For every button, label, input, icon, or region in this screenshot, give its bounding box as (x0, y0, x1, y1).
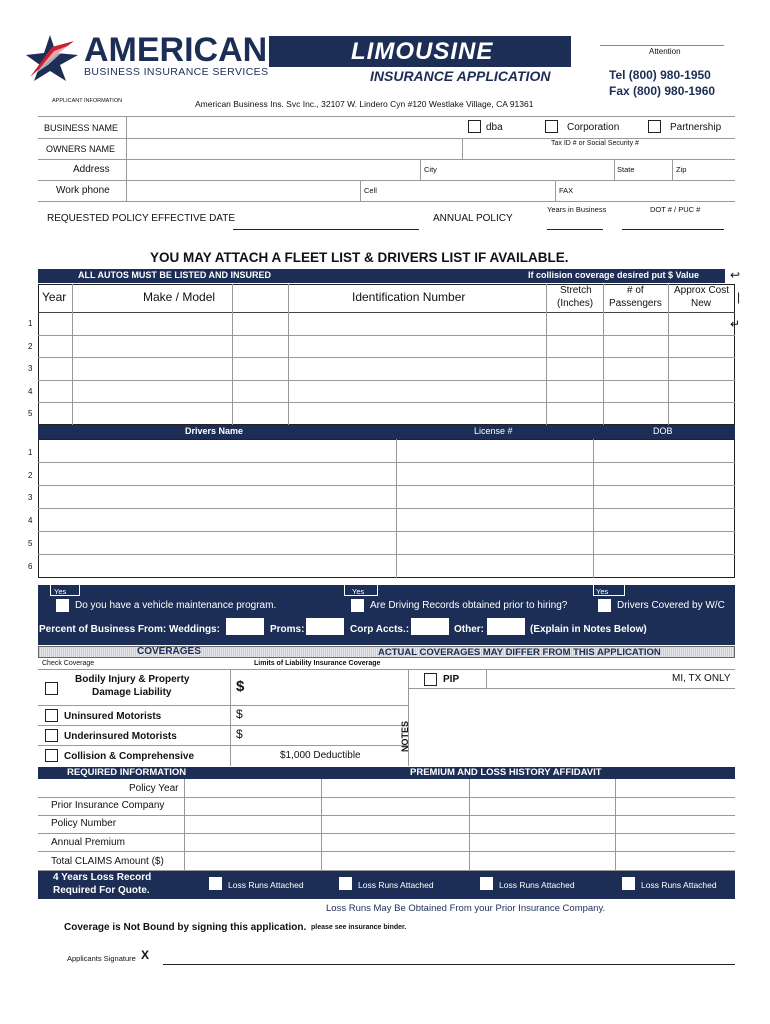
return-arrow-icon: ↵ (730, 317, 741, 331)
partnership-checkbox[interactable] (648, 120, 661, 133)
passengers-header: Passengers (609, 298, 662, 309)
state-label: State (617, 165, 635, 174)
attention-line (600, 45, 724, 46)
driver-row-number: 3 (28, 493, 33, 502)
driving-records-checkbox[interactable] (351, 599, 364, 612)
signature-x: X (141, 948, 150, 962)
other-input[interactable] (487, 618, 525, 635)
drivers-covered-question: Drivers Covered by W/C (617, 600, 725, 611)
yes-label: Yes (54, 587, 67, 596)
loss-runs-label-3: Loss Runs Attached (499, 880, 575, 890)
loss-runs-checkbox-1[interactable] (209, 877, 222, 890)
logo (26, 31, 269, 81)
loss-runs-bar: 4 Years Loss Record Required For Quote. (38, 871, 735, 899)
num-of-header: # of (627, 285, 644, 296)
make-model-header: Make / Model (143, 290, 216, 304)
logo-subtitle: BUSINESS INSURANCE SERVICES (84, 66, 269, 78)
attention-label: Attention (649, 47, 681, 56)
vehicle-row-number: 2 (28, 342, 33, 351)
collision-label: Collision & Comprehensive (64, 751, 195, 762)
loss-runs-checkbox-4[interactable] (622, 877, 635, 890)
years-in-business-label: Years in Business (547, 205, 607, 214)
dot-puc-line[interactable] (622, 229, 724, 230)
yes-label: Yes (352, 587, 365, 596)
zip-label: Zip (676, 165, 687, 174)
policy-number-label: Policy Number (51, 818, 117, 829)
underinsured-label: Underinsured Motorists (64, 731, 177, 742)
proms-input[interactable] (306, 618, 344, 635)
annual-policy-label: ANNUAL POLICY (433, 213, 513, 224)
fleet-heading: YOU MAY ATTACH A FLEET LIST & DRIVERS LIST IF AVAILABLE. (150, 250, 569, 265)
logo-star-icon (26, 33, 82, 81)
signature-line[interactable] (163, 964, 735, 965)
vehicle-row-number: 5 (28, 409, 33, 418)
signature-label: Applicants Signature (67, 954, 136, 963)
stretch-header: Stretch (560, 285, 592, 296)
maintenance-question: Do you have a vehicle maintenance program. (75, 600, 277, 611)
year-header: Year (42, 290, 67, 304)
proms-label: Proms: (270, 624, 305, 635)
approx-cost-header: Approx Cost (674, 285, 730, 296)
underinsured-checkbox[interactable] (45, 729, 58, 742)
vehicle-row-number: 3 (28, 364, 33, 373)
loss-runs-label-1: Loss Runs Attached (228, 880, 304, 890)
uninsured-dollar-sign: $ (236, 707, 243, 721)
loss-runs-note: Loss Runs May Be Obtained From your Prior Insurance Company. (326, 903, 606, 914)
fax-label: FAX (559, 186, 574, 195)
drivers-covered-checkbox[interactable] (598, 599, 611, 612)
work-phone-label: Work phone (56, 185, 110, 196)
effective-date-label: REQUESTED POLICY EFFECTIVE DATE (47, 213, 235, 224)
total-claims-label: Total CLAIMS Amount ($) (51, 856, 164, 867)
corporation-checkbox[interactable] (545, 120, 558, 133)
dba-checkbox[interactable] (468, 120, 481, 133)
corporation-label: Corporation (567, 122, 620, 133)
partnership-label: Partnership (670, 122, 722, 133)
company-address: American Business Ins. Svc Inc., 32107 W. Lindero Cyn #120 Westlake Village, CA 91361 (195, 99, 534, 109)
underinsured-dollar-sign: $ (236, 727, 243, 741)
notes-label: NOTES (400, 720, 410, 752)
owners-name-label: OWNERS NAME (46, 144, 116, 154)
years-in-business-line[interactable] (547, 229, 603, 230)
required-header-bar: REQUIRED INFORMATION PREMIUM AND LOSS HISTORY AFFIDAVIT (38, 767, 735, 779)
limousine-banner: LIMOUSINE (269, 36, 571, 67)
vehicle-row-number: 4 (28, 387, 33, 396)
drivers-header-bar: Drivers Name License # DOB (38, 425, 735, 439)
yes-label: Yes (596, 587, 609, 596)
deductible-label: $1,000 Deductible (280, 750, 361, 761)
corp-accts-label: Corp Accts.: (350, 624, 410, 635)
bodily-injury-label-2: Damage Liability (92, 687, 172, 698)
bi-dollar-sign: $ (236, 678, 245, 695)
cursor-mark: | (737, 290, 741, 304)
city-label: City (424, 165, 437, 174)
loss-runs-label-4: Loss Runs Attached (641, 880, 717, 890)
loss-runs-checkbox-2[interactable] (339, 877, 352, 890)
percent-weddings-label: Percent of Business From: Weddings: (39, 624, 220, 635)
coverages-heading: COVERAGES (137, 646, 201, 657)
collision-checkbox[interactable] (45, 749, 58, 762)
questions-panel (38, 585, 735, 645)
policy-year-label: Policy Year (129, 783, 179, 794)
vehicle-row-number: 1 (28, 319, 33, 328)
inches-header: (Inches) (557, 298, 594, 309)
autos-header-bar: ALL AUTOS MUST BE LISTED AND INSURED If collision coverage desired put $ Value (38, 269, 725, 283)
uninsured-checkbox[interactable] (45, 709, 58, 722)
return-arrow-icon: ↩ (730, 268, 741, 282)
actual-coverages-note: ACTUAL COVERAGES MAY DIFFER FROM THIS APPLICATION (378, 647, 661, 658)
driving-records-question: Are Driving Records obtained prior to hiring? (370, 600, 568, 611)
business-name-label: BUSINESS NAME (44, 123, 119, 133)
driver-row-number: 1 (28, 448, 33, 457)
not-bound-note: Coverage is Not Bound by signing this application. (64, 922, 307, 933)
check-coverage-label: Check Coverage (42, 660, 95, 667)
bodily-injury-label-1: Bodily Injury & Property (75, 674, 190, 685)
cell-label: Cell (364, 186, 377, 195)
bodily-injury-checkbox[interactable] (45, 682, 58, 695)
pip-checkbox[interactable] (424, 673, 437, 686)
maintenance-checkbox[interactable] (56, 599, 69, 612)
mi-tx-only-label: MI, TX ONLY (672, 673, 731, 684)
dot-puc-label: DOT # / PUC # (650, 205, 701, 214)
prior-company-label: Prior Insurance Company (51, 800, 165, 811)
fax-number: Fax (800) 980-1960 (609, 84, 716, 98)
address-label: Address (73, 164, 110, 175)
driver-row-number: 4 (28, 516, 33, 525)
annual-premium-label: Annual Premium (51, 837, 125, 848)
effective-date-line[interactable] (233, 229, 419, 230)
dba-label: dba (486, 122, 503, 133)
new-header: New (691, 298, 712, 309)
applicant-info-label: APPLICANT INFORMATION (52, 98, 123, 104)
explain-note: (Explain in Notes Below) (530, 624, 647, 635)
loss-runs-checkbox-3[interactable] (480, 877, 493, 890)
driver-row-number: 5 (28, 539, 33, 548)
uninsured-label: Uninsured Motorists (64, 711, 162, 722)
vin-header: Identification Number (352, 290, 466, 304)
driver-row-number: 6 (28, 562, 33, 571)
other-label: Other: (454, 624, 484, 635)
binder-note: please see insurance binder. (311, 924, 407, 931)
tel-number: Tel (800) 980-1950 (609, 68, 711, 82)
driver-row-number: 2 (28, 471, 33, 480)
tax-id-label: Tax ID # or Social Security # (551, 140, 639, 147)
loss-runs-label-2: Loss Runs Attached (358, 880, 434, 890)
pip-label: PIP (443, 674, 460, 685)
corp-accts-input[interactable] (411, 618, 449, 635)
limits-label: Limits of Liability Insurance Coverage (254, 660, 381, 667)
weddings-input[interactable] (226, 618, 264, 635)
logo-brand: AMERICAN (84, 31, 268, 69)
application-title: INSURANCE APPLICATION (370, 68, 551, 84)
